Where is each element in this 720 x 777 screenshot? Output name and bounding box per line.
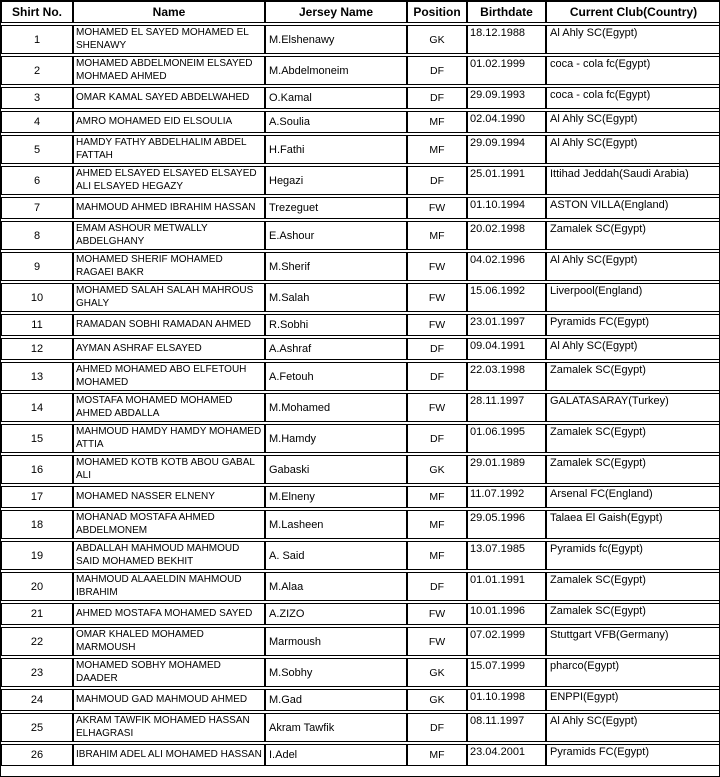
cell-shirt-no: 21 <box>1 603 73 625</box>
header-row <box>1 1 720 23</box>
player-row <box>1 744 720 766</box>
cell-club: Al Ahly SC(Egypt) <box>546 135 720 164</box>
cell-position: FW <box>407 252 467 281</box>
cell-name: AHMED ELSAYED ELSAYED ELSAYED ALI ELSAYED HEGAZY <box>73 166 265 195</box>
cell-shirt-no: 19 <box>1 541 73 570</box>
cell-shirt-no: 10 <box>1 283 73 312</box>
cell-club: Zamalek SC(Egypt) <box>546 455 720 484</box>
cell-position: MF <box>407 486 467 508</box>
cell-jersey-name: M.Gad <box>265 689 407 711</box>
cell-club: Al Ahly SC(Egypt) <box>546 338 720 360</box>
cell-shirt-no: 2 <box>1 56 73 85</box>
cell-position: GK <box>407 25 467 54</box>
cell-club: coca - cola fc(Egypt) <box>546 87 720 109</box>
cell-birthdate: 29.09.1993 <box>467 87 546 109</box>
cell-jersey-name: Akram Tawfik <box>265 713 407 742</box>
cell-jersey-name: M.Hamdy <box>265 424 407 453</box>
cell-jersey-name: M.Lasheen <box>265 510 407 539</box>
cell-birthdate: 22.03.1998 <box>467 362 546 391</box>
column-header-club: Current Club(Country) <box>546 1 720 23</box>
cell-name: ABDALLAH MAHMOUD MAHMOUD SAID MOHAMED BEKHIT <box>73 541 265 570</box>
cell-name: MOSTAFA MOHAMED MOHAMED AHMED ABDALLA <box>73 393 265 422</box>
cell-position: MF <box>407 510 467 539</box>
player-row <box>1 393 720 422</box>
cell-shirt-no: 6 <box>1 166 73 195</box>
cell-jersey-name: M.Sobhy <box>265 658 407 687</box>
player-row <box>1 362 720 391</box>
cell-jersey-name: M.Elneny <box>265 486 407 508</box>
cell-shirt-no: 7 <box>1 197 73 219</box>
cell-name: MAHMOUD ALAAELDIN MAHMOUD IBRAHIM <box>73 572 265 601</box>
cell-birthdate: 15.06.1992 <box>467 283 546 312</box>
cell-position: MF <box>407 744 467 766</box>
cell-shirt-no: 5 <box>1 135 73 164</box>
cell-birthdate: 23.01.1997 <box>467 314 546 336</box>
cell-position: FW <box>407 627 467 656</box>
cell-birthdate: 01.06.1995 <box>467 424 546 453</box>
cell-position: FW <box>407 197 467 219</box>
cell-name: HAMDY FATHY ABDELHALIM ABDEL FATTAH <box>73 135 265 164</box>
cell-name: MOHAMED SHERIF MOHAMED RAGAEI BAKR <box>73 252 265 281</box>
cell-name: RAMADAN SOBHI RAMADAN AHMED <box>73 314 265 336</box>
cell-club: ENPPI(Egypt) <box>546 689 720 711</box>
cell-club: Zamalek SC(Egypt) <box>546 362 720 391</box>
cell-jersey-name: R.Sobhi <box>265 314 407 336</box>
cell-birthdate: 29.01.1989 <box>467 455 546 484</box>
cell-birthdate: 23.04.2001 <box>467 744 546 766</box>
cell-position: DF <box>407 362 467 391</box>
cell-club: Zamalek SC(Egypt) <box>546 424 720 453</box>
cell-club: Al Ahly SC(Egypt) <box>546 111 720 133</box>
cell-jersey-name: A.Fetouh <box>265 362 407 391</box>
cell-shirt-no: 16 <box>1 455 73 484</box>
cell-name: MOHAMED NASSER ELNENY <box>73 486 265 508</box>
player-row <box>1 221 720 250</box>
cell-club: Ittihad Jeddah(Saudi Arabia) <box>546 166 720 195</box>
cell-birthdate: 01.01.1991 <box>467 572 546 601</box>
cell-position: DF <box>407 424 467 453</box>
player-row <box>1 541 720 570</box>
player-row <box>1 603 720 625</box>
cell-birthdate: 02.04.1990 <box>467 111 546 133</box>
cell-shirt-no: 24 <box>1 689 73 711</box>
cell-name: AHMED MOSTAFA MOHAMED SAYED <box>73 603 265 625</box>
cell-shirt-no: 23 <box>1 658 73 687</box>
player-row <box>1 689 720 711</box>
player-row <box>1 572 720 601</box>
cell-club: Talaea El Gaish(Egypt) <box>546 510 720 539</box>
cell-jersey-name: M.Mohamed <box>265 393 407 422</box>
cell-club: Al Ahly SC(Egypt) <box>546 713 720 742</box>
cell-club: Liverpool(England) <box>546 283 720 312</box>
column-header-shirt-no: Shirt No. <box>1 1 73 23</box>
cell-position: MF <box>407 541 467 570</box>
player-row <box>1 111 720 133</box>
cell-club: Zamalek SC(Egypt) <box>546 572 720 601</box>
cell-birthdate: 28.11.1997 <box>467 393 546 422</box>
cell-jersey-name: M.Alaa <box>265 572 407 601</box>
cell-position: GK <box>407 689 467 711</box>
cell-name: MAHMOUD HAMDY HAMDY MOHAMED ATTIA <box>73 424 265 453</box>
cell-birthdate: 20.02.1998 <box>467 221 546 250</box>
cell-club: Arsenal FC(England) <box>546 486 720 508</box>
cell-name: MOHAMED ABDELMONEIM ELSAYED MOHMAED AHMED <box>73 56 265 85</box>
cell-jersey-name: H.Fathi <box>265 135 407 164</box>
cell-shirt-no: 22 <box>1 627 73 656</box>
cell-position: FW <box>407 314 467 336</box>
cell-name: MOHAMED SOBHY MOHAMED DAADER <box>73 658 265 687</box>
squad-table-grid <box>1 0 720 768</box>
cell-position: GK <box>407 658 467 687</box>
player-row <box>1 25 720 54</box>
cell-birthdate: 18.12.1988 <box>467 25 546 54</box>
cell-position: DF <box>407 56 467 85</box>
cell-shirt-no: 3 <box>1 87 73 109</box>
cell-position: MF <box>407 111 467 133</box>
cell-birthdate: 04.02.1996 <box>467 252 546 281</box>
cell-club: Al Ahly SC(Egypt) <box>546 252 720 281</box>
cell-name: MOHAMED EL SAYED MOHAMED EL SHENAWY <box>73 25 265 54</box>
cell-jersey-name: M.Abdelmoneim <box>265 56 407 85</box>
cell-birthdate: 10.01.1996 <box>467 603 546 625</box>
cell-birthdate: 01.10.1994 <box>467 197 546 219</box>
column-header-birthdate: Birthdate <box>467 1 546 23</box>
cell-birthdate: 09.04.1991 <box>467 338 546 360</box>
cell-club: Zamalek SC(Egypt) <box>546 221 720 250</box>
player-row <box>1 627 720 656</box>
player-row <box>1 713 720 742</box>
cell-name: OMAR KAMAL SAYED ABDELWAHED <box>73 87 265 109</box>
cell-birthdate: 25.01.1991 <box>467 166 546 195</box>
cell-shirt-no: 25 <box>1 713 73 742</box>
player-row <box>1 658 720 687</box>
cell-shirt-no: 11 <box>1 314 73 336</box>
cell-name: AKRAM TAWFIK MOHAMED HASSAN ELHAGRASI <box>73 713 265 742</box>
cell-jersey-name: A.ZIZO <box>265 603 407 625</box>
cell-position: DF <box>407 572 467 601</box>
cell-birthdate: 01.10.1998 <box>467 689 546 711</box>
cell-name: OMAR KHALED MOHAMED MARMOUSH <box>73 627 265 656</box>
cell-jersey-name: I.Adel <box>265 744 407 766</box>
cell-club: Zamalek SC(Egypt) <box>546 603 720 625</box>
cell-name: MAHMOUD AHMED IBRAHIM HASSAN <box>73 197 265 219</box>
cell-club: Stuttgart VFB(Germany) <box>546 627 720 656</box>
cell-jersey-name: M.Sherif <box>265 252 407 281</box>
cell-name: EMAM ASHOUR METWALLY ABDELGHANY <box>73 221 265 250</box>
cell-jersey-name: Trezeguet <box>265 197 407 219</box>
cell-shirt-no: 12 <box>1 338 73 360</box>
cell-birthdate: 07.02.1999 <box>467 627 546 656</box>
cell-shirt-no: 20 <box>1 572 73 601</box>
cell-shirt-no: 1 <box>1 25 73 54</box>
cell-club: pharco(Egypt) <box>546 658 720 687</box>
cell-shirt-no: 9 <box>1 252 73 281</box>
cell-position: FW <box>407 283 467 312</box>
cell-position: MF <box>407 221 467 250</box>
cell-position: DF <box>407 713 467 742</box>
cell-jersey-name: A. Said <box>265 541 407 570</box>
cell-birthdate: 29.05.1996 <box>467 510 546 539</box>
cell-jersey-name: Marmoush <box>265 627 407 656</box>
cell-shirt-no: 15 <box>1 424 73 453</box>
player-row <box>1 455 720 484</box>
player-row <box>1 252 720 281</box>
cell-birthdate: 15.07.1999 <box>467 658 546 687</box>
cell-birthdate: 29.09.1994 <box>467 135 546 164</box>
cell-club: Pyramids FC(Egypt) <box>546 744 720 766</box>
cell-club: Pyramids FC(Egypt) <box>546 314 720 336</box>
cell-birthdate: 11.07.1992 <box>467 486 546 508</box>
cell-jersey-name: M.Elshenawy <box>265 25 407 54</box>
column-header-position: Position <box>407 1 467 23</box>
cell-position: DF <box>407 87 467 109</box>
cell-shirt-no: 17 <box>1 486 73 508</box>
player-row <box>1 283 720 312</box>
cell-birthdate: 08.11.1997 <box>467 713 546 742</box>
cell-jersey-name: O.Kamal <box>265 87 407 109</box>
cell-name: MOHAMED SALAH SALAH MAHROUS GHALY <box>73 283 265 312</box>
player-row <box>1 166 720 195</box>
cell-shirt-no: 14 <box>1 393 73 422</box>
cell-position: DF <box>407 166 467 195</box>
cell-jersey-name: A.Soulia <box>265 111 407 133</box>
player-row <box>1 87 720 109</box>
cell-shirt-no: 26 <box>1 744 73 766</box>
player-row <box>1 135 720 164</box>
cell-club: coca - cola fc(Egypt) <box>546 56 720 85</box>
cell-position: FW <box>407 603 467 625</box>
column-header-jersey-name: Jersey Name <box>265 1 407 23</box>
cell-position: MF <box>407 135 467 164</box>
cell-club: Pyramids fc(Egypt) <box>546 541 720 570</box>
cell-birthdate: 01.02.1999 <box>467 56 546 85</box>
player-row <box>1 56 720 85</box>
cell-jersey-name: M.Salah <box>265 283 407 312</box>
cell-name: AMRO MOHAMED EID ELSOULIA <box>73 111 265 133</box>
cell-name: MAHMOUD GAD MAHMOUD AHMED <box>73 689 265 711</box>
cell-jersey-name: E.Ashour <box>265 221 407 250</box>
cell-club: Al Ahly SC(Egypt) <box>546 25 720 54</box>
cell-club: ASTON VILLA(England) <box>546 197 720 219</box>
player-row <box>1 486 720 508</box>
player-row <box>1 197 720 219</box>
player-row <box>1 510 720 539</box>
cell-name: MOHANAD MOSTAFA AHMED ABDELMONEM <box>73 510 265 539</box>
cell-jersey-name: Gabaski <box>265 455 407 484</box>
cell-name: IBRAHIM ADEL ALI MOHAMED HASSAN <box>73 744 265 766</box>
cell-position: GK <box>407 455 467 484</box>
cell-shirt-no: 18 <box>1 510 73 539</box>
column-header-name: Name <box>73 1 265 23</box>
cell-jersey-name: A.Ashraf <box>265 338 407 360</box>
cell-shirt-no: 13 <box>1 362 73 391</box>
cell-position: FW <box>407 393 467 422</box>
cell-club: GALATASARAY(Turkey) <box>546 393 720 422</box>
cell-name: AYMAN ASHRAF ELSAYED <box>73 338 265 360</box>
cell-jersey-name: Hegazi <box>265 166 407 195</box>
player-row <box>1 424 720 453</box>
cell-position: DF <box>407 338 467 360</box>
cell-name: AHMED MOHAMED ABO ELFETOUH MOHAMED <box>73 362 265 391</box>
player-row <box>1 338 720 360</box>
cell-birthdate: 13.07.1985 <box>467 541 546 570</box>
cell-shirt-no: 4 <box>1 111 73 133</box>
cell-name: MOHAMED KOTB KOTB ABOU GABAL ALI <box>73 455 265 484</box>
cell-shirt-no: 8 <box>1 221 73 250</box>
player-row <box>1 314 720 336</box>
